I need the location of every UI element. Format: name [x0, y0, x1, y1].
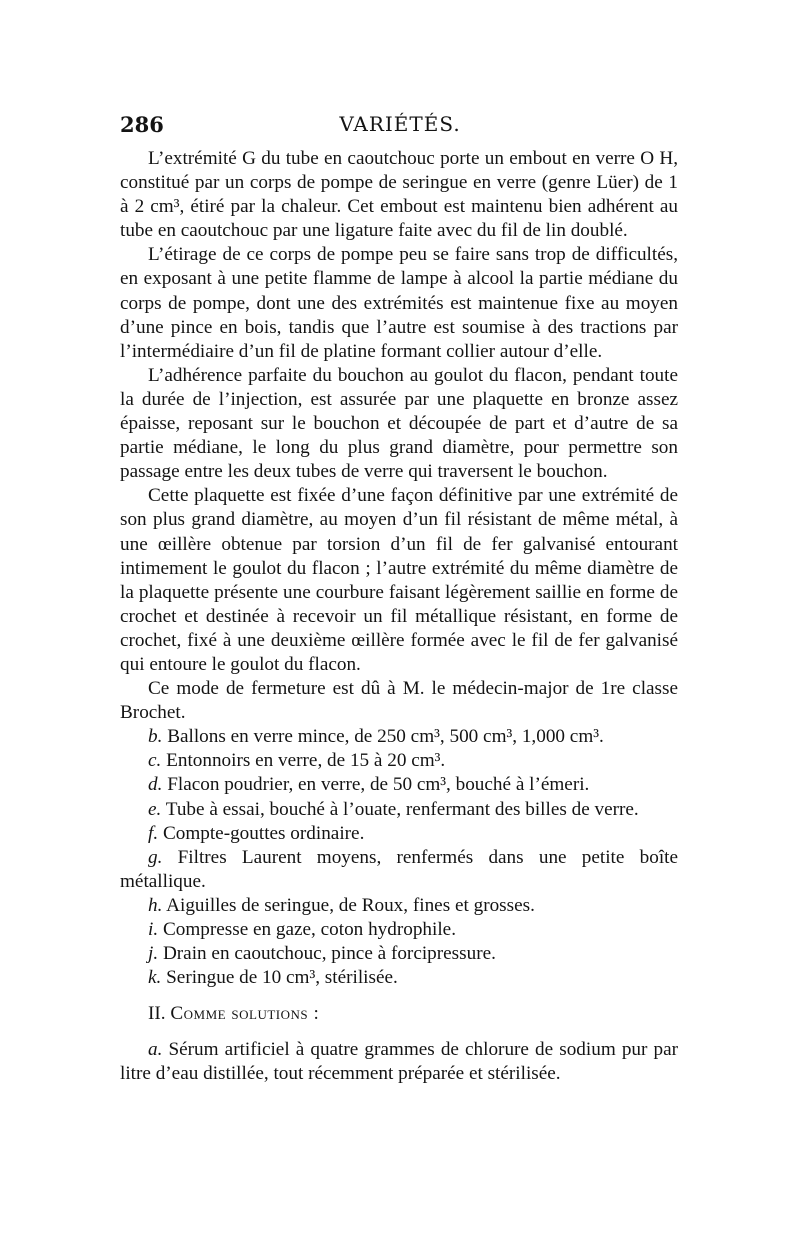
item-text: Aiguilles de seringue, de Roux, fines et grosses. [166, 894, 535, 916]
list-item [120, 749, 678, 773]
paragraph: L’extrémité G du tube en caoutchouc porte un embout en verre O H, constitué par un corps de pompe de seringue en verre (genre Lüer) de 1 à 2 cm³, étiré par la chaleur. Cet embout est maintenu bien adhérent au tube en caoutchouc par une ligature faite avec du fil de lin doublé. [120, 148, 678, 242]
list-item [120, 798, 678, 822]
list-item [120, 918, 678, 942]
item-text: Seringue de 10 cm³, stérilisée. [166, 967, 398, 989]
paragraph: L’adhérence parfaite du bouchon au goulot du flacon, pendant toute la durée de l’injection, est assurée par une plaquette en bronze assez épaisse, reposant sur le bouchon et découpée de part et d’autre de sa partie médiane, le long du plus grand diamètre, pour permettre son passage entre les deux tubes de verre qui traversent le bouchon. [120, 364, 678, 483]
running-head: VARIÉTÉS. [339, 112, 461, 136]
list-item [120, 822, 678, 846]
item-text: Filtres Laurent moyens, renfermés dans une petite boîte métallique. [120, 846, 678, 892]
list-item [120, 942, 678, 966]
paragraph: L’étirage de ce corps de pompe peu se faire sans trop de difficultés, en exposant à une petite flamme de lampe à alcool la partie médiane du corps de pompe, dont une des extrémités est maintenue fixe au moyen d’une pince en bois, tandis que l’autre est soumise à des tractions par l’intermédiaire d’un fil de platine formant collier autour d’elle. [120, 244, 678, 362]
item-letter: k. [148, 967, 162, 989]
item-letter: j. [148, 943, 159, 965]
list-item [120, 894, 678, 918]
item-text: Flacon poudrier, en verre, de 50 cm³, bouché à l’émeri. [167, 774, 590, 796]
list-item [120, 725, 678, 749]
list-item [120, 846, 678, 894]
list-item [120, 1038, 678, 1086]
item-letter: c. [148, 750, 162, 772]
item-text: Sérum artificiel à quatre grammes de chlorure de sodium pur par litre d’eau distillée, tout récemment préparée et stérilisée. [120, 1039, 678, 1085]
item-text: Compte-gouttes ordinaire. [162, 822, 365, 844]
item-letter: h. [148, 894, 163, 916]
paragraph: Ce mode de fermeture est dû à M. le médecin-major de 1re classe Brochet. [120, 678, 678, 724]
list-item [120, 966, 678, 990]
item-text: Tube à essai, bouché à l’ouate, renfermant des billes de verre. [165, 798, 639, 820]
page-header [120, 112, 680, 142]
item-letter: e. [148, 798, 162, 820]
list-item [120, 773, 678, 797]
item-letter: g. [148, 846, 163, 868]
item-letter: i. [148, 919, 159, 940]
item-letter: d. [148, 774, 163, 796]
item-letter: a. [148, 1039, 163, 1061]
item-text: Ballons en verre mince, de 250 cm³, 500 cm³, 1,000 cm³. [167, 726, 604, 748]
item-text: Entonnoirs en verre, de 15 à 20 cm³. [166, 750, 446, 772]
section-title: Comme solutions : [170, 1003, 320, 1025]
item-letter: f. [148, 822, 159, 844]
item-text: Compresse en gaze, coton hydrophile. [162, 919, 456, 940]
section-heading [120, 1002, 678, 1026]
section-numeral: II. [148, 1003, 166, 1025]
body-text [120, 147, 678, 1087]
item-text: Drain en caoutchouc, pince à forcipressure. [162, 943, 496, 965]
item-letter: b. [148, 726, 163, 748]
paragraph: Cette plaquette est fixée d’une façon définitive par une extrémité de son plus grand diamètre, au moyen d’un fil résistant de même métal, à une œillère obtenue par torsion d’un fil de fer galvanisé entourant intimement le goulot du flacon ; l’autre extrémité du même diamètre de la plaquette présente une courbure faisant légèrement saillie en forme de crochet et destinée à recevoir un fil métallique résistant, en forme de crochet, fixé à une deuxième œillère formée avec le fil de fer galvanisé qui entoure le goulot du flacon. [120, 485, 678, 675]
page-number: 286 [120, 112, 164, 137]
